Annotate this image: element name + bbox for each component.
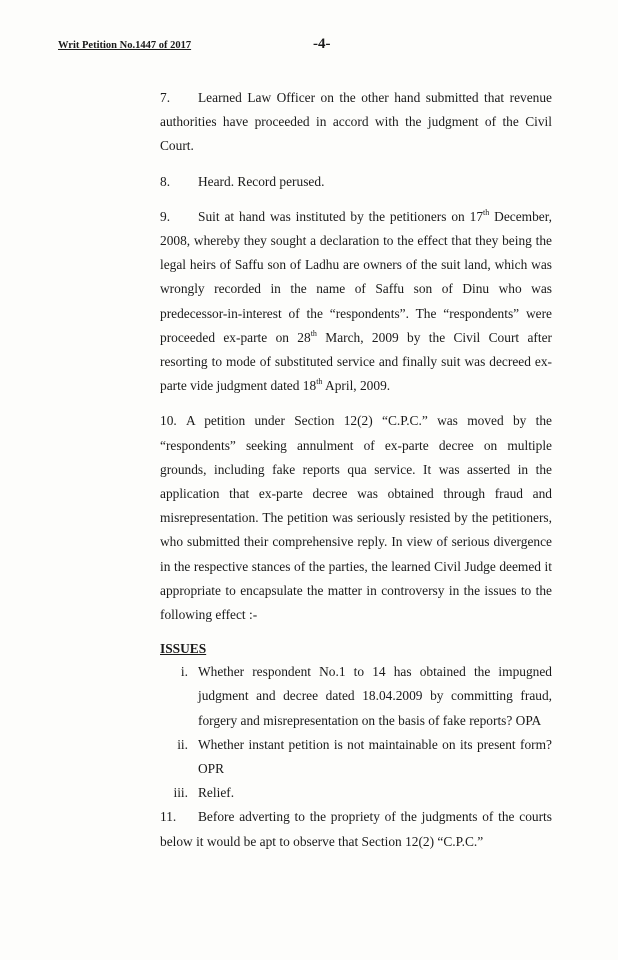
paragraph-number: 11. bbox=[160, 809, 177, 825]
issue-number: iii. bbox=[173, 785, 188, 801]
paragraph-text: December, 2008, whereby they sought a declaration to the effect that they being the legal heirs of Saffu son of Ladhu are owners of the suit land, which was wrongly recorded in the name of Saffu son of Dinu who was predecessor-in-interest of the “respondents”. The “respondents” were proceeded ex-parte on 28 bbox=[160, 208, 552, 345]
paragraph-8 bbox=[160, 170, 552, 194]
paragraph-number: 10. bbox=[160, 413, 177, 429]
issues-heading: ISSUES bbox=[160, 641, 207, 657]
paragraph-text: April, 2009. bbox=[322, 378, 391, 394]
paragraph-7 bbox=[160, 86, 552, 159]
page-number: -4- bbox=[313, 36, 331, 52]
paragraph-text: Suit at hand was instituted by the petitioners on 17 bbox=[198, 208, 484, 224]
paragraph-text: Heard. Record perused. bbox=[198, 173, 325, 189]
paragraph-9 bbox=[160, 205, 552, 399]
paragraph-number: 9. bbox=[160, 208, 171, 224]
ordinal-suffix: th bbox=[310, 328, 317, 338]
paragraph-text: Before adverting to the propriety of the judgments of the courts below it would be apt to observe that Section 12(2) “C.P.C.” bbox=[160, 809, 552, 849]
document-body bbox=[160, 86, 552, 865]
case-reference: Writ Petition No.1447 of 2017 bbox=[58, 40, 192, 51]
paragraph-number: 8. bbox=[160, 173, 171, 189]
issue-number: i. bbox=[180, 664, 188, 680]
issue-text: Whether respondent No.1 to 14 has obtained the impugned judgment and decree dated 18.04.2009 by committing fraud, forgery and misrepresentation on the basis of fake reports? OPA bbox=[198, 664, 552, 728]
issue-text: Whether instant petition is not maintainable on its present form? OPR bbox=[198, 736, 552, 777]
paragraph-number: 7. bbox=[160, 90, 171, 105]
paragraph-text: Learned Law Officer on the other hand submitted that revenue authorities have proceeded in accord with the judgment of the Civil Court. bbox=[160, 90, 552, 154]
paragraph-text: A petition under Section 12(2) “C.P.C.” was moved by the “respondents” seeking annulment of ex-parte decree on multiple grounds, including fake reports qua service. It was asserted in the application that ex-parte decree was obtained through fraud and misrepresentation. The petition was seriously resisted by the petitioners, who submitted their comprehensive reply. In view of serious divergence in the respective stances of the parties, the learned Civil Judge deemed it appropriate to encapsulate the matter in controversy in the issues to the following effect :- bbox=[160, 413, 552, 623]
paragraph-11 bbox=[160, 805, 552, 853]
issue-item bbox=[160, 781, 552, 805]
issue-item bbox=[160, 733, 552, 781]
issue-text: Relief. bbox=[198, 785, 235, 801]
ordinal-suffix: th bbox=[316, 377, 323, 387]
issue-item bbox=[160, 660, 552, 733]
paragraph-text: March, 2009 by the Civil Court after resorting to mode of substituted service and finally suit was decreed ex-parte vide judgment dated 18 bbox=[160, 329, 553, 394]
paragraph-10 bbox=[160, 409, 552, 627]
issue-number: ii. bbox=[177, 736, 188, 752]
ordinal-suffix: th bbox=[483, 207, 490, 217]
